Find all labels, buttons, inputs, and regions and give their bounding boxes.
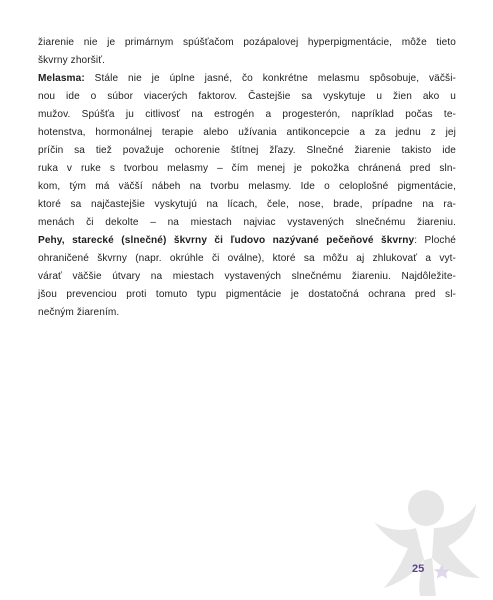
melasma-line-5: príčin sa tiež považuje ochorenie štítnej žľazy. Slnečné žiarenie takisto ide [38,145,456,156]
spots-line-1 [38,232,456,250]
melasma-line-9: menách či dekolte – na miestach najviac vystavených slnečnému žiareniu. [38,217,456,228]
logo-body-left [374,522,424,588]
melasma-line-6: ruka v ruke s tvorbou melasmy – čím menej je pokožka chránená pred sln- [38,163,456,174]
melasma-term: Melasma: [38,73,85,84]
spots-term: Pehy, starecké (slnečné) škvrny či ľudovo nazývané pečeňové škvrny [38,235,415,246]
spots-line-4: jšou prevenciou proti tomuto typu pigmentácie je dostatočná ochrana pred sl- [38,289,456,300]
page-number: 25 [412,563,425,575]
logo-head [408,490,444,526]
spots-line-1-rest: : Ploché [414,235,456,246]
melasma-line-2: nou ide o súbor viacerých faktorov. Častejšie sa vyskytuje u žien ako u [38,91,456,102]
person-star-logo-icon [372,478,484,596]
spots-line-5: nečným žiarením. [38,307,120,318]
melasma-line-3: mužov. Spúšťa ju citlivosť na estrogén a progesterón, napríklad počas te- [38,109,456,120]
spots-line-3: várať väčšie útvary na miestach vystavených slnečnému žiareniu. Najdôležite- [38,271,456,282]
article-text [38,34,456,322]
intro-line-2: škvrny zhoršiť. [38,55,105,66]
melasma-line-7: kom, tým má väčší nábeh na tvorbu melasmy. Ide o celoplošné pigmentácie, [38,181,456,192]
melasma-line-1 [38,70,456,88]
melasma-line-8: ktoré sa najčastejšie vyskytujú na lícach, čele, nose, brade, prípadne na ra- [38,199,456,210]
melasma-line-4: hotenstva, hormonálnej terapie alebo užívania antikoncepcie a za jednu z jej [38,127,456,138]
intro-line-1: žiarenie nie je primárnym spúšťačom pozápalovej hyperpigmentácie, môže tieto [38,37,456,48]
melasma-line-1-rest: Stále nie je úplne jasné, čo konkrétne melasmu spôsobuje, väčši- [84,73,456,84]
spots-line-2: ohraničené škvrny (napr. okrúhle či oválne), ktoré sa môžu aj zhlukovať a vyt- [38,253,456,264]
